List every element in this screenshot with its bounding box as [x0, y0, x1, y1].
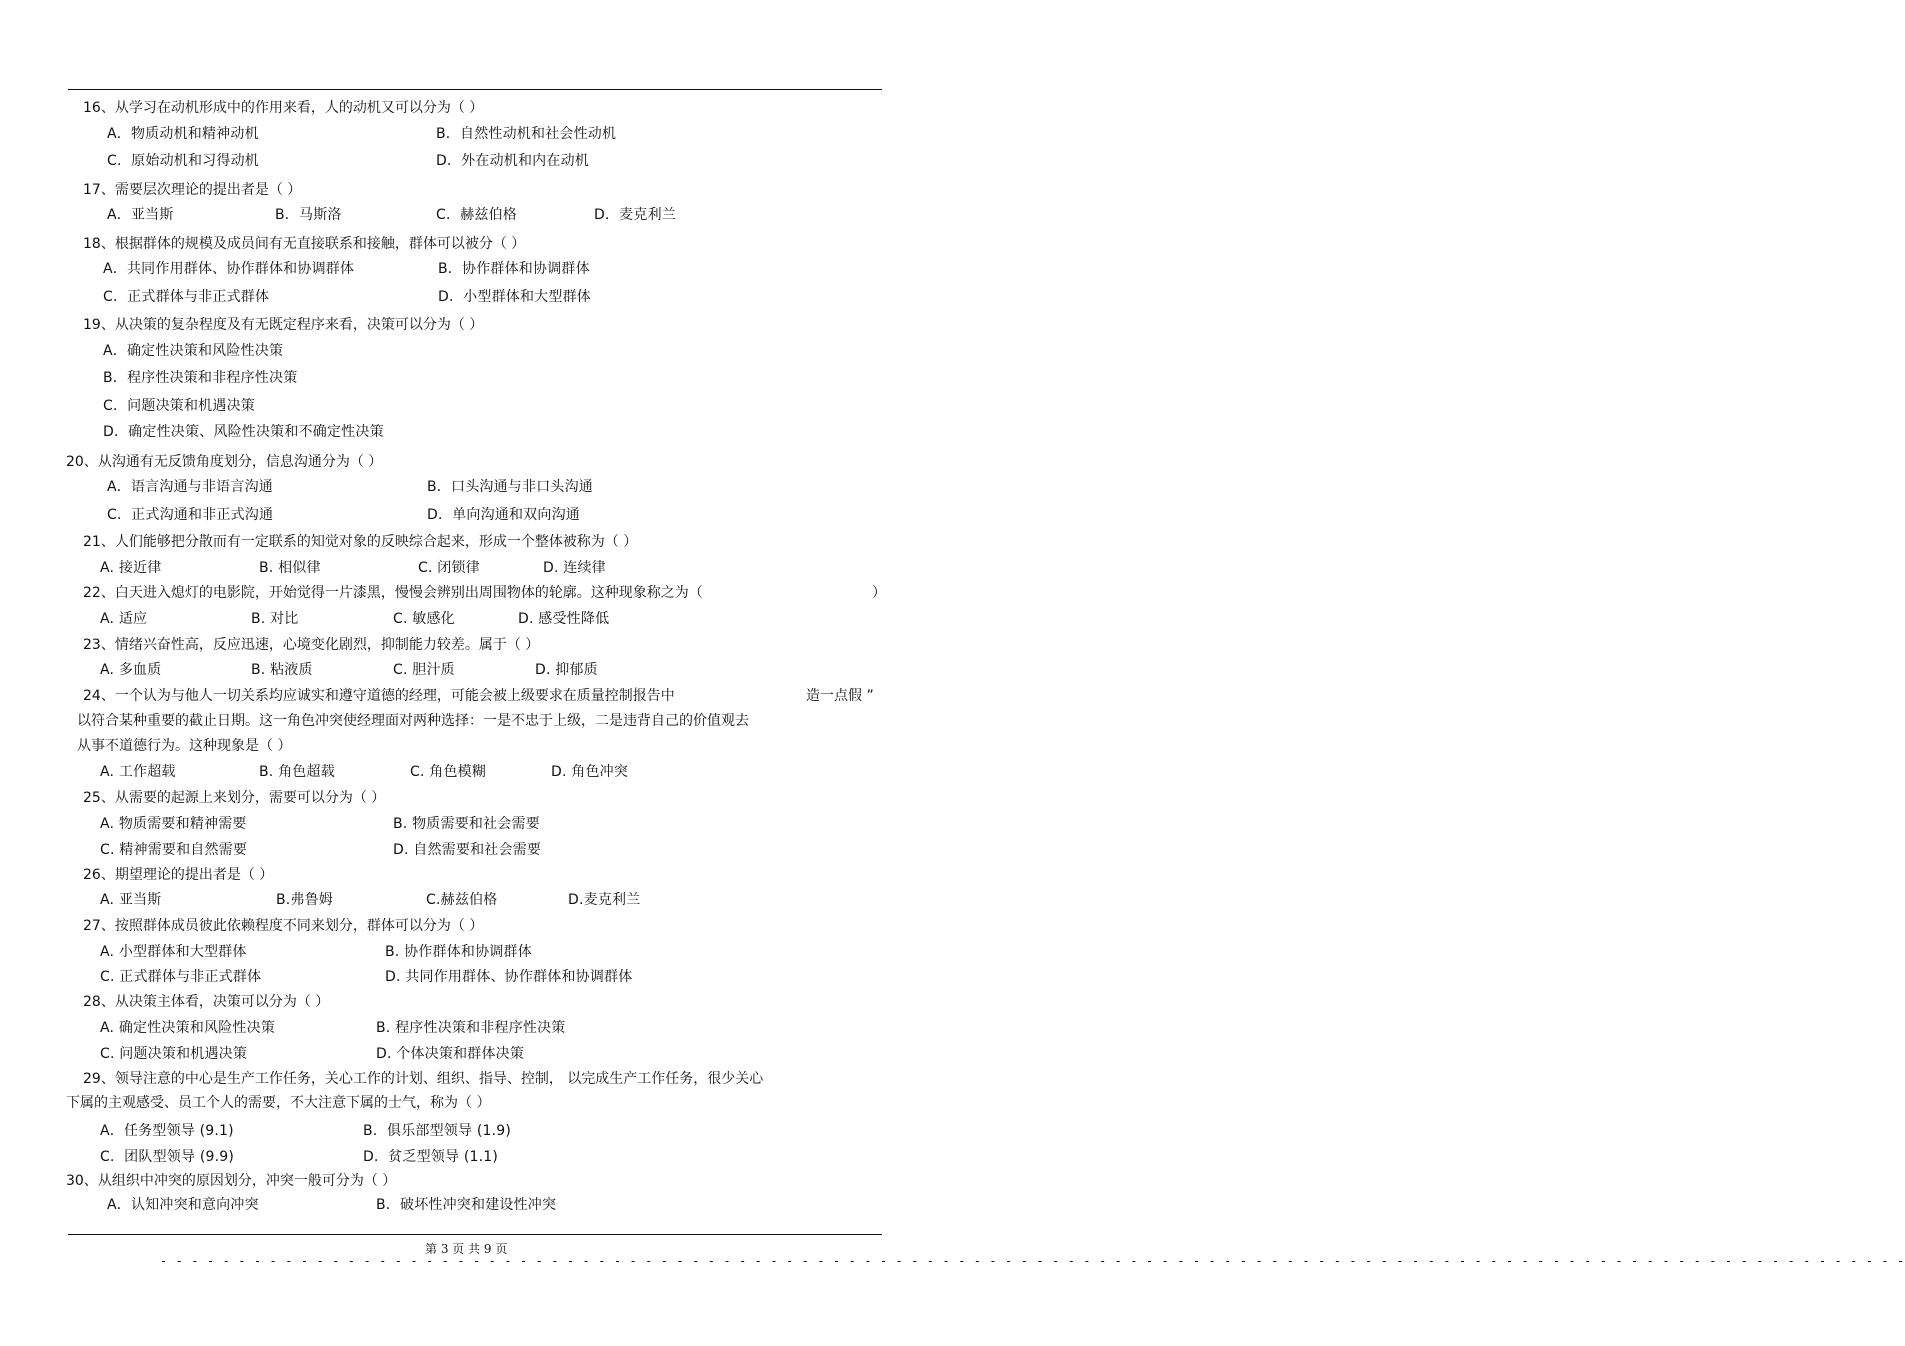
question-24-line-2: 以符合某种重要的截止日期。这一角色冲突使经理面对两种选择：一是不忠于上级，二是违背自己的价值观去 — [77, 713, 749, 729]
q22-option-d: D. 感受性降低 — [518, 611, 610, 627]
q18-option-b: B．协作群体和协调群体 — [438, 261, 590, 277]
q30-option-b: B．破坏性冲突和建设性冲突 — [376, 1197, 557, 1213]
q23-option-c: C. 胆汁质 — [393, 662, 455, 678]
question-20-stem: 20、从沟通有无反馈角度划分，信息沟通分为（ ） — [66, 454, 383, 470]
q21-option-d: D. 连续律 — [543, 560, 606, 576]
q25-option-b: B. 物质需要和社会需要 — [393, 816, 540, 832]
question-22-stem: 22、白天进入熄灯的电影院，开始觉得一片漆黑，慢慢会辨别出周围物体的轮廓。这种现象称之为（ — [83, 585, 703, 601]
q16-option-d: D．外在动机和内在动机 — [436, 153, 589, 169]
question-17-stem: 17、需要层次理论的提出者是（ ） — [83, 182, 302, 198]
question-29-line-2: 下属的主观感受、员工个人的需要，不大注意下属的士气，称为（ ） — [66, 1095, 491, 1111]
question-22-close-paren: ） — [872, 585, 886, 601]
q17-option-d: D．麦克利兰 — [594, 207, 676, 223]
q22-option-c: C. 敏感化 — [393, 611, 455, 627]
q16-option-c: C．原始动机和习得动机 — [107, 153, 259, 169]
q16-option-a: A．物质动机和精神动机 — [107, 126, 259, 142]
q28-option-c: C. 问题决策和机遇决策 — [100, 1046, 248, 1062]
footer-dashed-line: - - - - - - - - - - - - - - - - - - - - - - - - - - - - - - - - - - - - - - - - - - - - - - - - - - - - - - - - - - - - - - - - - - - - - - - - - - - - - - - - - - - - - - - - - - - - - - - - - - - - - - - - - - - - - - - - — [160, 1254, 1905, 1268]
q24-option-c: C. 角色模糊 — [410, 764, 487, 780]
q16-option-b: B．自然性动机和社会性动机 — [436, 126, 617, 142]
q22-option-a: A. 适应 — [100, 611, 148, 627]
q19-option-d: D．确定性决策、风险性决策和不确定性决策 — [103, 424, 384, 440]
page-number: 第 3 页 共 9 页 — [425, 1242, 508, 1256]
q18-option-d: D．小型群体和大型群体 — [438, 289, 591, 305]
q24-option-a: A. 工作超载 — [100, 764, 176, 780]
q26-option-b: B.弗鲁姆 — [276, 892, 334, 908]
q27-option-c: C. 正式群体与非正式群体 — [100, 969, 262, 985]
q18-option-a: A．共同作用群体、协作群体和协调群体 — [103, 261, 355, 277]
q26-option-d: D.麦克利兰 — [568, 892, 641, 908]
q23-option-a: A. 多血质 — [100, 662, 162, 678]
q20-option-b: B．口头沟通与非口头沟通 — [427, 479, 594, 495]
q29-option-a: A．任务型领导 (9.1) — [100, 1123, 234, 1139]
q21-option-b: B. 相似律 — [259, 560, 321, 576]
question-21-stem: 21、人们能够把分散而有一定联系的知觉对象的反映综合起来，形成一个整体被称为（ ） — [83, 534, 638, 550]
q19-option-a: A．确定性决策和风险性决策 — [103, 343, 284, 359]
question-30-stem: 30、从组织中冲突的原因划分，冲突一般可分为（ ） — [66, 1173, 397, 1189]
q29-option-b: B．俱乐部型领导 (1.9) — [363, 1123, 512, 1139]
question-23-stem: 23、情绪兴奋性高，反应迅速，心境变化剧烈，抑制能力较差。属于（ ） — [83, 637, 540, 653]
question-24-line-3: 从事不道德行为。这种现象是（ ） — [77, 738, 292, 754]
question-25-stem: 25、从需要的起源上来划分，需要可以分为（ ） — [83, 790, 386, 806]
q19-option-c: C．问题决策和机遇决策 — [103, 398, 255, 414]
q30-option-a: A．认知冲突和意向冲突 — [107, 1197, 259, 1213]
q18-option-c: C．正式群体与非正式群体 — [103, 289, 270, 305]
q25-option-c: C. 精神需要和自然需要 — [100, 842, 248, 858]
q24-option-b: B. 角色超载 — [259, 764, 335, 780]
question-24-line-1-tail: 造一点假 ” — [806, 688, 874, 704]
question-27-stem: 27、按照群体成员彼此依赖程度不同来划分，群体可以分为（ ） — [83, 918, 484, 934]
q28-option-b: B. 程序性决策和非程序性决策 — [376, 1020, 566, 1036]
footer-rule — [68, 1234, 882, 1235]
q20-option-d: D．单向沟通和双向沟通 — [427, 507, 580, 523]
q25-option-d: D. 自然需要和社会需要 — [393, 842, 542, 858]
q17-option-b: B．马斯洛 — [275, 207, 342, 223]
q17-option-c: C．赫兹伯格 — [436, 207, 517, 223]
q28-option-a: A. 确定性决策和风险性决策 — [100, 1020, 276, 1036]
question-19-stem: 19、从决策的复杂程度及有无既定程序来看，决策可以分为（ ） — [83, 317, 484, 333]
question-16-stem: 16、从学习在动机形成中的作用来看，人的动机又可以分为（ ） — [83, 100, 484, 116]
q25-option-a: A. 物质需要和精神需要 — [100, 816, 247, 832]
q28-option-d: D. 个体决策和群体决策 — [376, 1046, 525, 1062]
question-29-line-1: 29、领导注意的中心是生产工作任务，关心工作的计划、组织、指导、控制， 以完成生产工作任务，很少关心 — [83, 1071, 764, 1087]
q29-option-d: D．贫乏型领导 (1.1) — [363, 1149, 499, 1165]
q23-option-d: D. 抑郁质 — [535, 662, 598, 678]
question-18-stem: 18、根据群体的规模及成员间有无直接联系和接触，群体可以被分（ ） — [83, 236, 526, 252]
q27-option-d: D. 共同作用群体、协作群体和协调群体 — [385, 969, 633, 985]
question-24-line-1: 24、一个认为与他人一切关系均应诚实和遵守道德的经理，可能会被上级要求在质量控制报告中 — [83, 688, 675, 704]
q23-option-b: B. 粘液质 — [251, 662, 313, 678]
q22-option-b: B. 对比 — [251, 611, 299, 627]
q19-option-b: B．程序性决策和非程序性决策 — [103, 370, 298, 386]
q17-option-a: A．亚当斯 — [107, 207, 174, 223]
header-rule — [68, 89, 882, 90]
question-28-stem: 28、从决策主体看，决策可以分为（ ） — [83, 994, 330, 1010]
q27-option-a: A. 小型群体和大型群体 — [100, 944, 247, 960]
q20-option-a: A．语言沟通与非语言沟通 — [107, 479, 273, 495]
question-26-stem: 26、期望理论的提出者是（ ） — [83, 867, 274, 883]
q29-option-c: C．团队型领导 (9.9) — [100, 1149, 235, 1165]
q27-option-b: B. 协作群体和协调群体 — [385, 944, 532, 960]
q26-option-c: C.赫兹伯格 — [426, 892, 498, 908]
q21-option-a: A. 接近律 — [100, 560, 162, 576]
q26-option-a: A. 亚当斯 — [100, 892, 162, 908]
q20-option-c: C．正式沟通和非正式沟通 — [107, 507, 274, 523]
q24-option-d: D. 角色冲突 — [551, 764, 629, 780]
q21-option-c: C. 闭锁律 — [418, 560, 480, 576]
